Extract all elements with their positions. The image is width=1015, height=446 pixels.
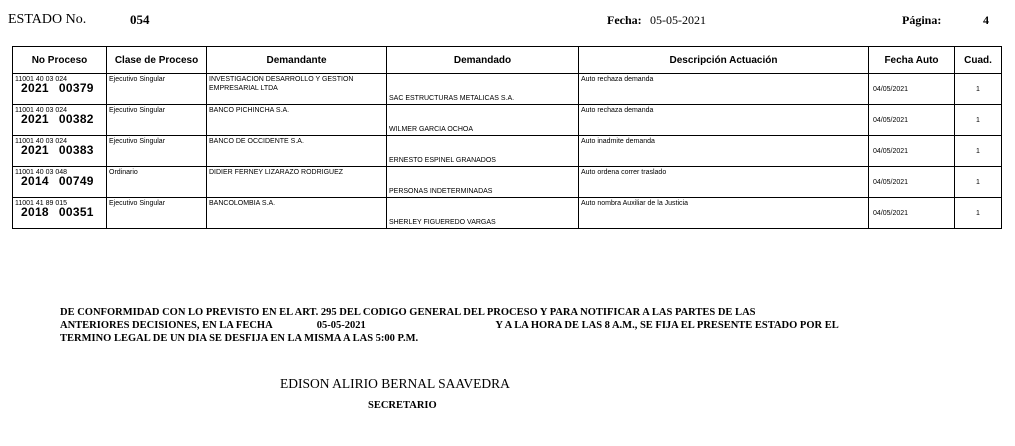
cuaderno: 1 — [976, 210, 980, 217]
proceso-cell — [13, 136, 107, 167]
proceso-number: 00749 — [58, 174, 94, 188]
proceso-year: 2021 — [21, 112, 49, 126]
proceso-code: 11001 41 89 015 — [15, 200, 68, 207]
proceso-cell — [13, 167, 107, 198]
fecha-auto: 04/05/2021 — [873, 148, 909, 155]
descripcion-actuacion: Auto rechaza demanda — [581, 76, 654, 83]
table-header-row — [13, 47, 1002, 74]
demandado: ERNESTO ESPINEL GRANADOS — [389, 157, 496, 164]
cuaderno: 1 — [976, 86, 980, 93]
proceso-number: 00379 — [58, 81, 94, 95]
estado-number: 054 — [130, 12, 150, 27]
signer-title: SECRETARIO — [368, 400, 437, 411]
table-row — [13, 105, 1002, 136]
clase-proceso: Ordinario — [109, 169, 138, 176]
proceso-cell — [13, 74, 107, 105]
col-fecha-auto: Fecha Auto — [869, 47, 955, 74]
table-row — [13, 167, 1002, 198]
proceso-number: 00383 — [58, 143, 94, 157]
table-row — [13, 136, 1002, 167]
proceso-year: 2021 — [21, 143, 49, 157]
demandante: DIDIER FERNEY LIZARAZO RODRIGUEZ — [209, 169, 344, 176]
demandante: BANCO PICHINCHA S.A. — [209, 107, 290, 114]
cuaderno: 1 — [976, 117, 980, 124]
demandante: BANCO DE OCCIDENTE S.A. — [209, 138, 304, 145]
proceso-year: 2021 — [21, 81, 49, 95]
fecha-auto: 04/05/2021 — [873, 86, 909, 93]
col-demandante: Demandante — [207, 47, 387, 74]
col-demandado: Demandado — [387, 47, 579, 74]
proceso-number: 00351 — [58, 205, 94, 219]
pagina-value: 4 — [983, 13, 989, 27]
clase-proceso: Ejecutivo Singular — [109, 200, 166, 207]
proceso-cell — [13, 105, 107, 136]
col-cuad: Cuad. — [955, 47, 1002, 74]
demandado: PERSONAS INDETERMINADAS — [389, 188, 493, 195]
clase-proceso: Ejecutivo Singular — [109, 138, 166, 145]
notification-notice — [60, 306, 960, 345]
clase-proceso: Ejecutivo Singular — [109, 76, 166, 83]
demandante: BANCOLOMBIA S.A. — [209, 200, 276, 207]
proceso-code: 11001 40 03 024 — [15, 76, 68, 83]
descripcion-actuacion: Auto nombra Auxiliar de la Justicia — [581, 200, 688, 207]
descripcion-actuacion: Auto ordena correr traslado — [581, 169, 667, 176]
proceso-code: 11001 40 03 024 — [15, 107, 68, 114]
demandado: WILMER GARCIA OCHOA — [389, 126, 474, 133]
col-clase: Clase de Proceso — [107, 47, 207, 74]
fecha-auto: 04/05/2021 — [873, 179, 909, 186]
table-row — [13, 74, 1002, 105]
signer-name: EDISON ALIRIO BERNAL SAAVEDRA — [280, 376, 510, 391]
demandado: SAC ESTRUCTURAS METALICAS S.A. — [389, 95, 515, 102]
descripcion-actuacion: Auto inadmite demanda — [581, 138, 655, 145]
col-descripcion: Descripción Actuación — [579, 47, 869, 74]
proceso-number: 00382 — [58, 112, 94, 126]
proceso-cell — [13, 198, 107, 229]
proceso-year: 2018 — [21, 205, 49, 219]
cuaderno: 1 — [976, 148, 980, 155]
pagina-label: Página: — [902, 13, 942, 27]
proceso-year: 2014 — [21, 174, 49, 188]
notice-line-1: DE CONFORMIDAD CON LO PREVISTO EN EL ART. 295 DEL CODIGO GENERAL DEL PROCESO Y PARA NOTIFICAR A LAS PARTES DE LAS — [60, 307, 756, 318]
fecha-auto: 04/05/2021 — [873, 210, 909, 217]
descripcion-actuacion: Auto rechaza demanda — [581, 107, 654, 114]
clase-proceso: Ejecutivo Singular — [109, 107, 166, 114]
notice-line-2b: Y A LA HORA DE LAS 8 A.M., SE FIJA EL PRESENTE ESTADO POR EL — [495, 320, 839, 331]
proceso-code: 11001 40 03 024 — [15, 138, 68, 145]
estado-label: ESTADO No. — [8, 12, 87, 27]
fecha-label: Fecha: — [607, 13, 642, 27]
col-no-proceso: No Proceso — [13, 47, 107, 74]
demandado: SHERLEY FIGUEREDO VARGAS — [389, 219, 496, 226]
notice-line-3: TERMINO LEGAL DE UN DIA SE DESFIJA EN LA MISMA A LAS 5:00 P.M. — [60, 333, 419, 344]
demandante: INVESTIGACION DESARROLLO Y GESTION EMPRESARIAL LTDA — [209, 76, 354, 92]
fecha-value: 05-05-2021 — [650, 13, 706, 27]
fecha-auto: 04/05/2021 — [873, 117, 909, 124]
notice-date: 05-05-2021 — [316, 320, 366, 331]
table-row — [13, 198, 1002, 229]
proceso-code: 11001 40 03 048 — [15, 169, 68, 176]
estado-table — [12, 46, 1002, 229]
notice-line-2a: ANTERIORES DECISIONES, EN LA FECHA — [60, 320, 273, 331]
cuaderno: 1 — [976, 179, 980, 186]
